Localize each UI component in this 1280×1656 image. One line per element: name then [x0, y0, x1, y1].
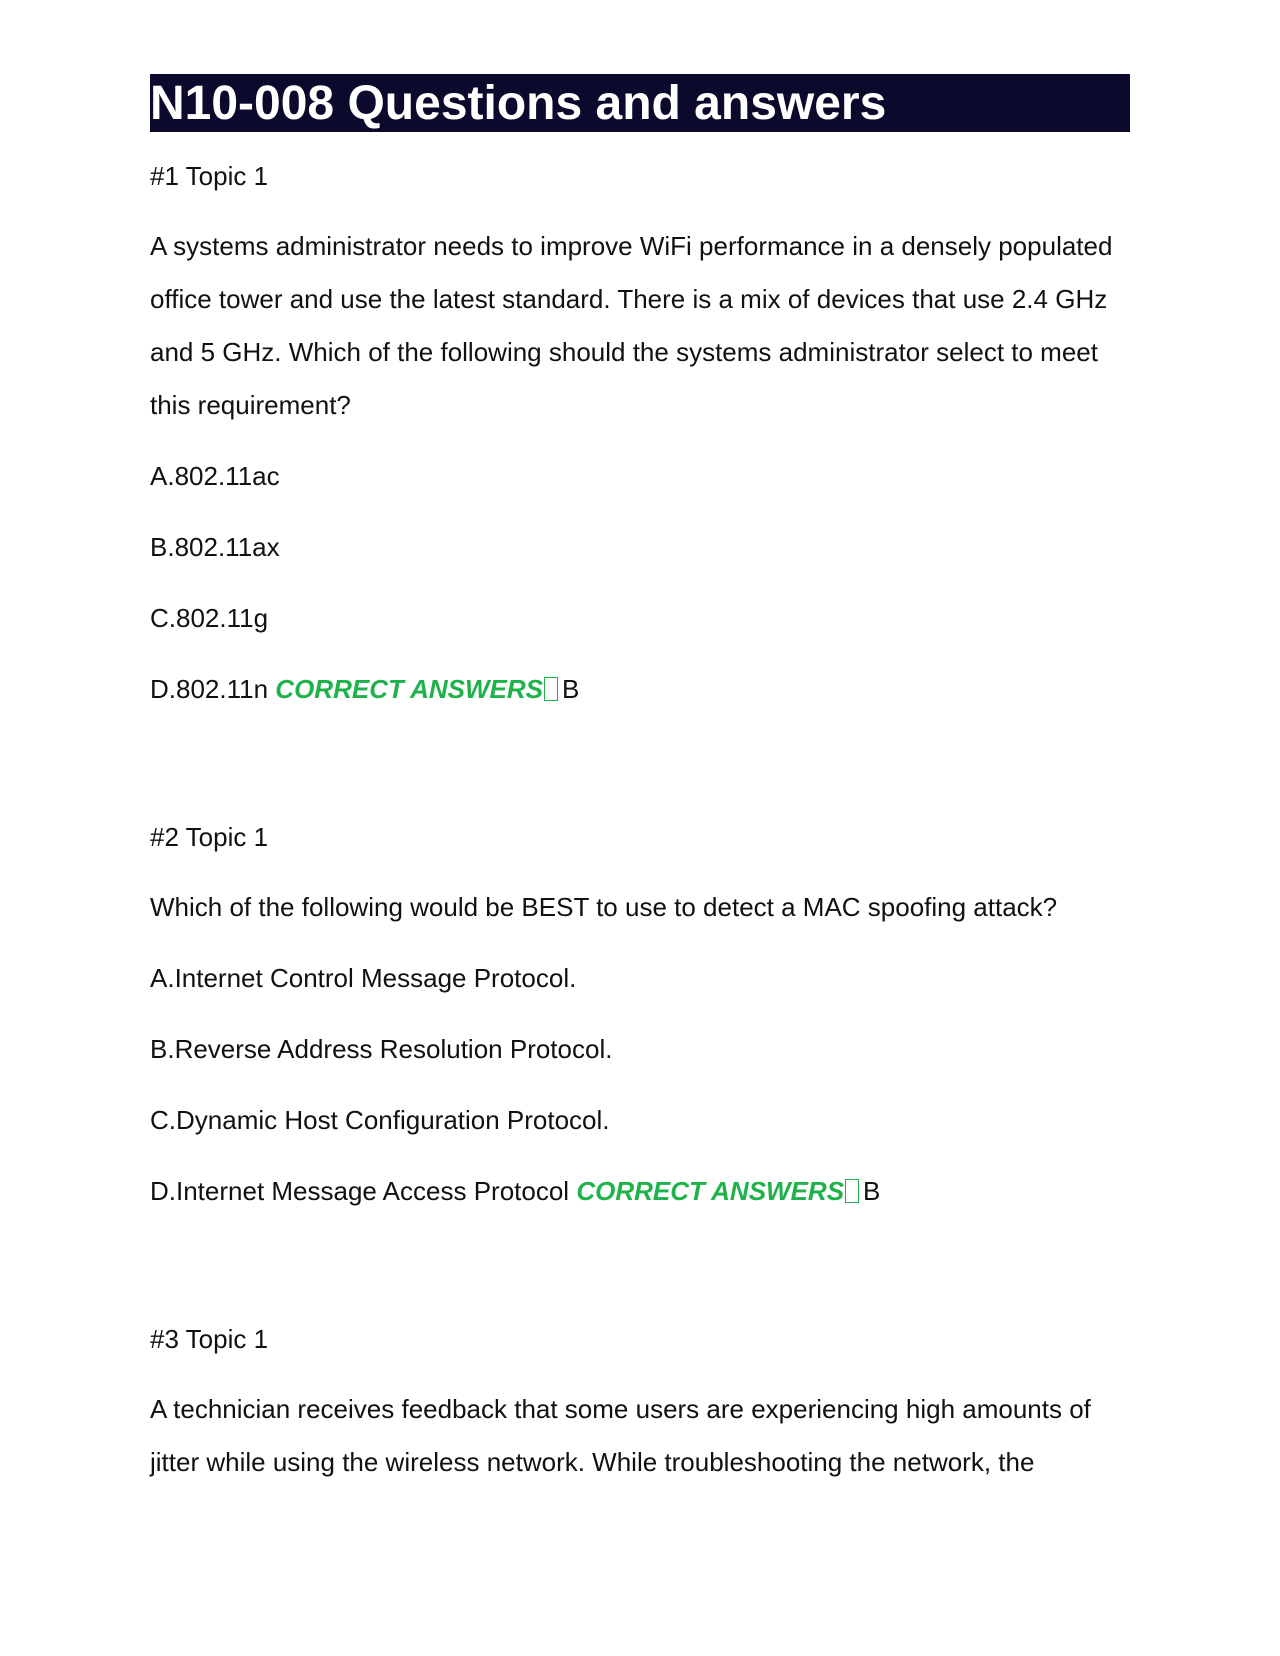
document-title: N10-008 Questions and answers: [150, 77, 887, 130]
question-1-option-b: B.802.11ax: [150, 532, 280, 562]
question-1-header: #1 Topic 1: [150, 161, 269, 191]
question-2-option-d: D.Internet Message Access Protocol: [150, 1176, 570, 1206]
question-1-option-a: A.802.11ac: [150, 461, 280, 491]
question-2-correct-label: CORRECT ANSWERS: [576, 1176, 845, 1206]
question-2-header: #2 Topic 1: [150, 822, 269, 852]
question-2-option-c: C.Dynamic Host Configuration Protocol.: [150, 1105, 610, 1135]
question-2-option-b: B.Reverse Address Resolution Protocol.: [150, 1034, 613, 1064]
missing-glyph-icon: [544, 677, 558, 701]
document-page: [150, 74, 1130, 1517]
question-2-option-d-row: [150, 1175, 1130, 1207]
question-1-option-d-row: [150, 673, 1130, 705]
question-1-correct-label: CORRECT ANSWERS: [275, 674, 544, 704]
question-1-text: A systems administrator needs to improve WiFi performance in a densely populated office tower and use the latest standard. There is a mix of devices that use 2.4 GHz and 5 GHz. Which of the following should the systems administrator select to meet this requirement?: [150, 231, 1113, 420]
question-3-text: A technician receives feedback that some users are experiencing high amounts of jitter while using the wireless network. While troubleshooting the network, the: [150, 1394, 1091, 1477]
question-2-text: Which of the following would be BEST to use to detect a MAC spoofing attack?: [150, 892, 1058, 922]
missing-glyph-icon: [845, 1179, 859, 1203]
question-2-option-a: A.Internet Control Message Protocol.: [150, 963, 577, 993]
question-1-option-c: C.802.11g: [150, 603, 269, 633]
question-1-option-d: D.802.11n: [150, 674, 269, 704]
question-2-answer: B: [863, 1176, 881, 1206]
question-3-header: #3 Topic 1: [150, 1324, 269, 1354]
question-1-answer: B: [562, 674, 580, 704]
document-title-bar: [150, 74, 1130, 132]
